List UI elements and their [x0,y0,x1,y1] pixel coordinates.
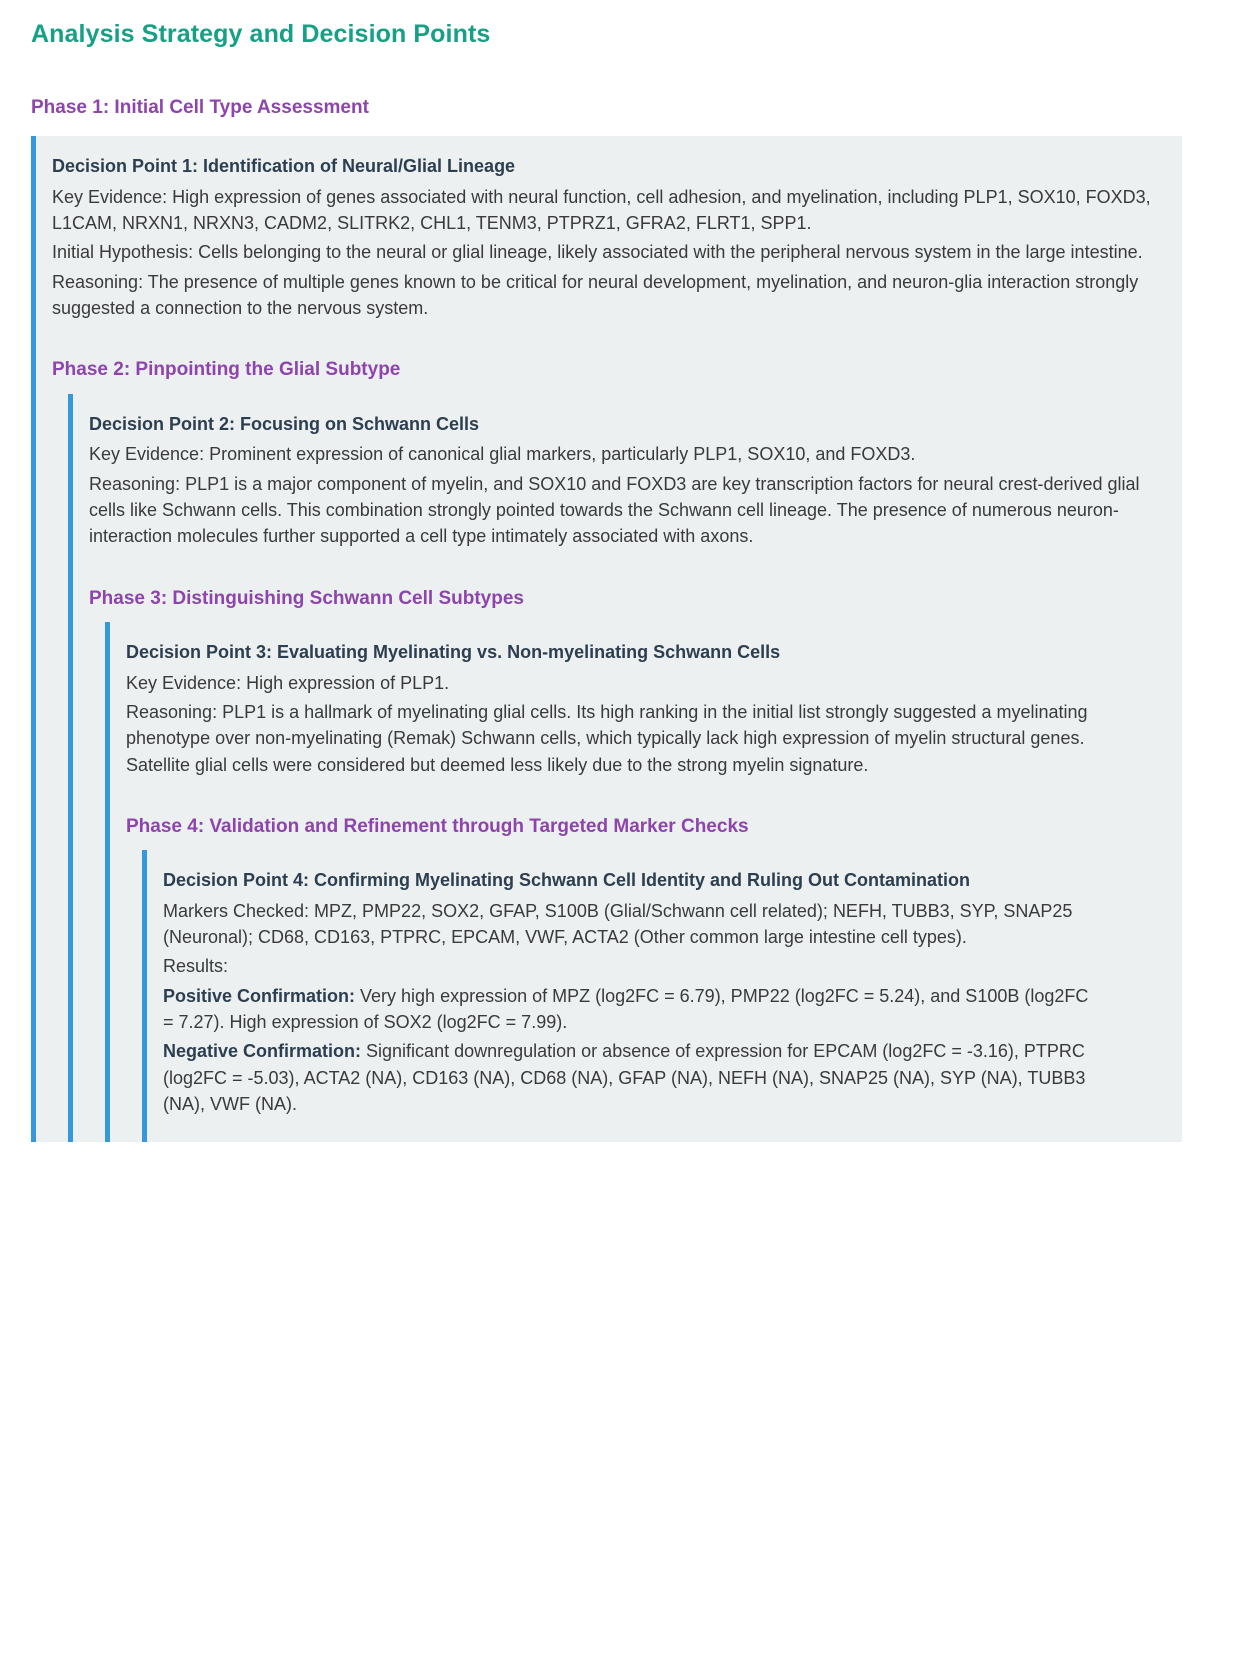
decision-point-4-negative-confirmation [163,1038,1102,1117]
decision-point-2-panel [68,394,1162,1142]
decision-point-3-reasoning: Reasoning: PLP1 is a hallmark of myelinating glial cells. Its high ranking in the initial list strongly suggested a myelinating phenotype over non-myelinating (Remak) Schwann cells, which typically lack high expression of myelin structural genes. Satellite glial cells were considered but deemed less likely due to the strong myelin signature. [126,701,1088,775]
decision-point-3-key-evidence: Key Evidence: High expression of PLP1. [126,672,450,693]
decision-point-4-title: Decision Point 4: Confirming Myelinating Schwann Cell Identity and Ruling Out Contamination [163,870,971,891]
decision-point-1-initial-hypothesis: Initial Hypothesis: Cells belonging to the neural or glial lineage, likely associated with the peripheral nervous system in the large intestine. [52,242,1143,263]
phase-3-heading: Phase 3: Distinguishing Schwann Cell Subtypes [89,587,524,609]
decision-point-2-reasoning: Reasoning: PLP1 is a major component of myelin, and SOX10 and FOXD3 are key transcription factors for neural crest-derived glial cells like Schwann cells. This combination strongly pointed towards the Schwann cell lineage. The presence of numerous neuron-interaction molecules further supported a cell type intimately associated with axons. [89,473,1140,547]
decision-point-4-positive-confirmation [163,983,1102,1036]
decision-point-4-markers-checked: Markers Checked: MPZ, PMP22, SOX2, GFAP, S100B (Glial/Schwann cell related); NEFH, TUBB3, SYP, SNAP25 (Neuronal); CD68, CD163, PTPRC, EPCAM, VWF, ACTA2 (Other common large intestine cell types). [163,900,1073,948]
decision-point-1-reasoning: Reasoning: The presence of multiple genes known to be critical for neural development, myelination, and neuron-glia interaction strongly suggested a connection to the nervous system. [52,271,1139,318]
negative-confirmation-label: Negative Confirmation: [163,1041,362,1062]
decision-point-2-title: Decision Point 2: Focusing on Schwann Cells [89,413,480,434]
decision-point-1-title: Decision Point 1: Identification of Neural/Glial Lineage [52,156,516,177]
decision-point-4-panel [142,850,1122,1142]
decision-point-1-panel [31,136,1182,1142]
positive-confirmation-text: Very high expression of MPZ (log2FC = 6.79), PMP22 (log2FC = 5.24), and S100B (log2FC = 7.27). High expression of SOX2 (log2FC = 7.99). [163,985,1089,1033]
phase-2-heading: Phase 2: Pinpointing the Glial Subtype [52,359,401,381]
decision-point-4-results-label: Results: [163,956,229,977]
decision-point-3-title: Decision Point 3: Evaluating Myelinating vs. Non-myelinating Schwann Cells [126,642,781,663]
negative-confirmation-text: Significant downregulation or absence of expression for EPCAM (log2FC = -3.16), PTPRC (log2FC = -5.03), ACTA2 (NA), CD163 (NA), CD68 (NA), GFAP (NA), NEFH (NA), SNAP25 (NA), SYP (NA), TUBB3 (NA), VWF (NA). [163,1041,1086,1114]
phase-1-heading: Phase 1: Initial Cell Type Assessment [31,96,369,118]
phase-4-heading: Phase 4: Validation and Refinement through Targeted Marker Checks [126,815,749,837]
positive-confirmation-label: Positive Confirmation: [163,985,356,1006]
decision-point-3-panel [105,622,1142,1142]
decision-point-2-key-evidence: Key Evidence: Prominent expression of canonical glial markers, particularly PLP1, SOX10, and FOXD3. [89,444,916,465]
page-title: Analysis Strategy and Decision Points [31,20,491,48]
decision-point-1-key-evidence: Key Evidence: High expression of genes associated with neural function, cell adhesion, and myelination, including PLP1, SOX10, FOXD3, L1CAM, NRXN1, NRXN3, CADM2, SLITRK2, CHL1, TENM3, PTPRZ1, GFRA2, FLRT1, SPP1. [52,186,1151,234]
